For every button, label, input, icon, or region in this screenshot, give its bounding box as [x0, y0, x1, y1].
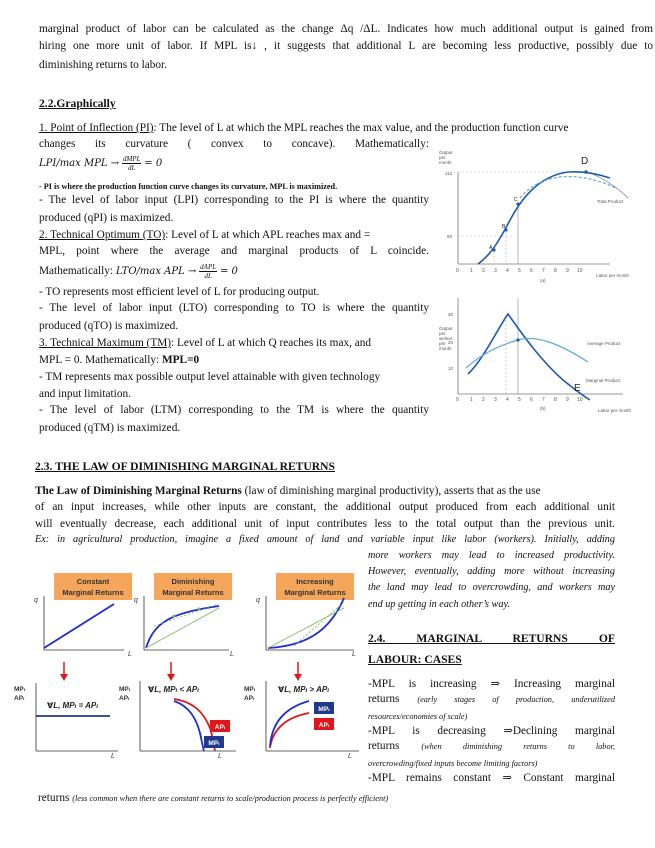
case-decreasing-returns: returns [368, 740, 400, 752]
bot-xtick: 7 [542, 397, 545, 403]
pi-math-expr: LPI/max MPL → [39, 158, 120, 170]
point-c-label: C [514, 197, 518, 203]
ap-axis-label: APₗ [14, 695, 25, 702]
pi-bullet-1b: produced (qPI) is maximized. [39, 212, 174, 224]
to-text: : Level of L at which APL reaches max and = [165, 229, 371, 241]
to-frac-den: dL [204, 272, 212, 280]
increasing-ap-curve [270, 713, 309, 748]
top-xtick: 3 [494, 268, 497, 274]
case-increasing-note-2: resources/economies of scale) [368, 712, 468, 721]
bot-ylabel-2: per [439, 331, 446, 336]
mp-axis-label: MPₗ [119, 686, 131, 693]
tm-math: MPL=0 [161, 354, 200, 366]
tm-bullet-2: - The level of labor (LTM) corresponding to the TM is where the quantity [39, 404, 429, 416]
ap-axis-label: APₗ [119, 695, 130, 702]
bot-xtick: 5 [518, 397, 521, 403]
to-math-expr: LTO/max APL → [115, 266, 197, 278]
increasing-equation: ∀L, MPₗ > APₗ [278, 685, 329, 694]
bot-xtick: 1 [470, 397, 473, 403]
top-ylabel-3: month [439, 160, 452, 165]
diminishing-header-l1: Diminishing [171, 577, 215, 586]
diminishing-equation: ∀L, MPₗ < APₗ [148, 685, 199, 694]
marginal-returns-figure [14, 568, 366, 768]
diminishing-header [154, 573, 232, 600]
pi-frac-den: dL [128, 164, 136, 172]
case-decreasing-line-2 [368, 740, 615, 752]
constant-mp-graph [14, 683, 118, 760]
bot-ylabel-1: Output [439, 326, 453, 331]
case-decreasing-note-2: overcrowding/fixed inputs become limiting factors) [368, 759, 538, 768]
top-xtick: 7 [542, 268, 545, 274]
law-line-2: of an input increases, while other inputs are constant, the additional output produced from each additional unit [35, 501, 615, 513]
bot-ylabel-3: worker [439, 336, 453, 341]
top-xtick: 9 [566, 268, 569, 274]
law-title: The Law of Diminishing Marginal Returns [35, 485, 242, 497]
constant-header [54, 573, 132, 600]
case-constant-line-2 [38, 791, 388, 806]
constant-header-l2: Marginal Returns [62, 588, 124, 597]
to-line-1 [39, 228, 370, 243]
pi-math [39, 155, 162, 172]
law-line-1 [35, 484, 541, 499]
example-line-3: However, eventually, adding more without increasing [368, 566, 615, 577]
increasing-header-l1: Increasing [296, 577, 334, 586]
to-math-tail: = 0 [219, 266, 238, 278]
top-xtick: 0 [456, 268, 459, 274]
case-decreasing-note: (when diminishing returns to labor, [421, 742, 615, 751]
bot-xlabel: Labor per month [598, 408, 632, 413]
constant-header-l1: Constant [76, 577, 110, 586]
to-line-2: MPL, point where the average and marginal products of L coincide. [39, 245, 429, 257]
top-ylabel-1: Output [439, 150, 453, 155]
top-xtick: 1 [470, 268, 473, 274]
case-constant-returns: returns [38, 792, 70, 804]
q-axis-label: q [34, 597, 38, 604]
increasing-mp-curve [270, 701, 309, 746]
diminishing-header-l2: Marginal Returns [162, 588, 224, 597]
pi-note: - PI is where the production function curve changes its curvature, MPL is maximized. [39, 182, 338, 191]
law-line-3: will eventually decrease, each additional unit of input contributes less to the total output than the previous unit. [35, 518, 615, 530]
bot-ytick-20: 20 [448, 340, 454, 345]
case-increasing-line-2 [368, 693, 615, 705]
to-math [39, 263, 238, 280]
l-axis-label: L [230, 651, 234, 658]
tm-bullet-2b: produced (qTM) is maximized. [39, 422, 181, 434]
bot-sublabel: (b) [540, 406, 546, 411]
pi-math-tail: = 0 [144, 158, 163, 170]
diminishing-mp-curve [174, 701, 204, 751]
to-bullet-2: - The level of labor input (LTO) corresponding to TO is where the quantity [39, 302, 429, 314]
ap-axis-label: APₗ [244, 695, 255, 702]
intro-line-2: hiring one more unit of labor. If MPL is↓ , it suggests that additional L are becoming less productive, possibly due to [39, 40, 653, 52]
to-title: 2. Technical Optimum (TO) [39, 229, 166, 241]
top-xtick: 10 [577, 268, 583, 274]
mp-axis-label: MPₗ [14, 686, 26, 693]
bot-xtick: 3 [494, 397, 497, 403]
mp-tag: MPₗ [208, 740, 220, 747]
point-d-label: D [581, 156, 589, 167]
bot-xtick: 9 [566, 397, 569, 403]
average-marginal-panel [439, 298, 632, 413]
bot-xtick: 4 [506, 397, 509, 403]
section-heading-cases-1: 2.4. MARGINAL RETURNS OF [368, 632, 615, 645]
l-axis-label: L [218, 753, 222, 760]
bot-ytick-10: 10 [448, 366, 454, 371]
increasing-mp-graph [244, 681, 359, 760]
top-ytick-60: 60 [447, 234, 453, 239]
intro-line-3: diminishing returns to labor. [39, 59, 168, 71]
total-product-curve [478, 172, 610, 264]
to-bullet-1: - TO represents most efficient level of L for producing output. [39, 286, 320, 298]
case-increasing-returns: returns [368, 693, 400, 705]
example-line-2: more workers may lead to increased productivity. [368, 550, 615, 561]
tm-line-2 [39, 353, 199, 368]
section-heading-cases-2: LABOUR: CASES [368, 653, 462, 666]
l-axis-label: L [111, 753, 115, 760]
top-xtick: 8 [554, 268, 557, 274]
q-axis-label: q [134, 597, 138, 604]
top-sublabel: (a) [540, 278, 546, 283]
example-line-1: Ex: in agricultural production, imagine a fixed amount of land and variable input like labor (workers). Initially, adding [35, 534, 615, 545]
down-arrows [60, 662, 302, 681]
law-text: (law of diminishing marginal productivity), asserts that as the use [241, 485, 541, 497]
top-xtick: 2 [482, 268, 485, 274]
point-b-label: B [502, 224, 506, 230]
tm-text: : Level of L at which Q reaches its max, and [171, 337, 372, 349]
average-product-label: Average Product [587, 341, 621, 346]
point-a-label: A [489, 245, 493, 251]
pi-title: 1. Point of Inflection (PI) [39, 122, 154, 134]
intro-line-1: marginal product of labor can be calculated as the change Δq /ΔL. Indicates how much additional output is gained from [39, 23, 653, 35]
diminishing-tp-graph [134, 596, 234, 658]
tm-line-1 [39, 336, 371, 351]
q-axis-label: q [256, 597, 260, 604]
ap-tag: APₗ [318, 722, 330, 729]
case-constant-note: (less common when there are constant returns to scale/production process is perfectly efficient) [72, 794, 389, 803]
bot-xtick: 2 [482, 397, 485, 403]
to-fraction [199, 263, 217, 280]
top-xtick: 6 [530, 268, 533, 274]
pi-text: : The level of L at which the MPL reaches the max value, and the production function curve [153, 122, 569, 134]
tm-bullet-1b: and input limitation. [39, 388, 131, 400]
section-heading-law: 2.3. THE LAW OF DIMINISHING MARGINAL RETURNS [35, 460, 335, 473]
tm-bullet-1: - TM represents max possible output level attainable with given technology [39, 371, 381, 383]
to-frac-num: dAPL [200, 263, 217, 271]
pi-frac-num: dMPL [122, 155, 141, 163]
constant-equation: ∀L, MPₗ = APₗ [47, 701, 98, 710]
increasing-tp-graph [256, 596, 356, 658]
case-decreasing-line-1: -MPL is decreasing ⇒Declining marginal [368, 725, 615, 737]
example-line-5: end up getting in each other’s way. [368, 599, 510, 610]
case-constant-line-1: -MPL remains constant ⇒ Constant marginal [368, 772, 615, 784]
pi-line-2: changes its curvature ( convex to concave). Mathematically: [39, 138, 429, 150]
increasing-header-l2: Marginal Returns [284, 588, 346, 597]
bot-xtick: 6 [530, 397, 533, 403]
l-axis-label: L [128, 651, 132, 658]
case-increasing-line-1: -MPL is increasing ⇒ Increasing marginal [368, 678, 615, 690]
diminishing-mp-graph [119, 681, 236, 760]
total-product-label: Total Product [597, 199, 624, 204]
l-axis-label: L [352, 651, 356, 658]
top-ylabel-2: per [439, 155, 446, 160]
pi-fraction [122, 155, 142, 172]
pi-bullet-1: - The level of labor input (LPI) corresponding to the PI is where the quantity [39, 194, 429, 206]
top-xtick: 5 [518, 268, 521, 274]
top-xlabel: Labor per month [596, 273, 630, 278]
ap-tag: APₗ [214, 724, 226, 731]
section-heading-graphically: 2.2.Graphically [39, 97, 116, 110]
to-bullet-2b: produced (qTO) is maximized. [39, 320, 179, 332]
bot-xtick: 8 [554, 397, 557, 403]
bot-xtick: 10 [577, 397, 583, 403]
pi-line-1 [39, 121, 568, 136]
to-line-3: Mathematically: [39, 265, 114, 278]
top-xtick: 4 [506, 268, 509, 274]
bot-xtick: 0 [456, 397, 459, 403]
tm-title: 3. Technical Maximum (TM) [39, 337, 172, 349]
bot-ytick-30: 30 [448, 312, 454, 317]
constant-tp-graph [34, 596, 132, 658]
point-e-label: E [574, 383, 581, 394]
increasing-header [276, 573, 354, 600]
case-increasing-note: (early stages of production, underutilized [417, 695, 615, 704]
top-ytick-112: 112 [445, 171, 453, 176]
marginal-product-label: Marginal Product [586, 378, 621, 383]
bot-ylabel-5: month [439, 346, 452, 351]
marginal-product-curve [468, 314, 590, 400]
l-axis-label: L [348, 753, 352, 760]
total-product-panel [439, 150, 630, 283]
mp-tag: MPₗ [318, 706, 330, 713]
example-line-4: the land may lead to overcrowding, and workers may [368, 582, 615, 593]
tm-line-2-text: MPL = 0. Mathematically: [39, 354, 160, 366]
bot-ylabel-4: per [439, 341, 446, 346]
mp-axis-label: MPₗ [244, 686, 256, 693]
production-figure [438, 148, 655, 416]
